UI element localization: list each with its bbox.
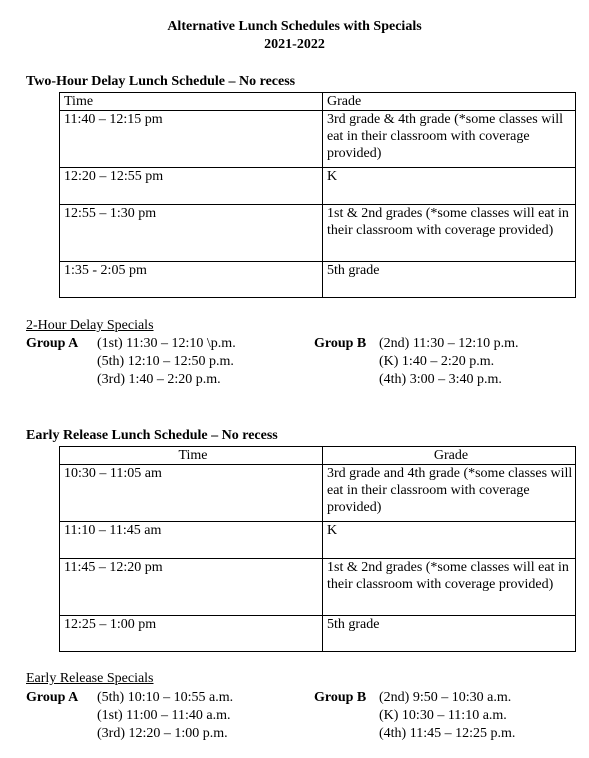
school-year: 2021-2022 [264, 37, 325, 52]
early-group-a-line: (1st) 11:00 – 11:40 a.m. [97, 708, 231, 723]
grade-cell: K [323, 522, 576, 559]
table-row [60, 205, 576, 262]
group-a-label: Group A [26, 336, 79, 351]
delay-group-b-line: (2nd) 11:30 – 12:10 p.m. [379, 336, 519, 351]
early-lunch-table [59, 446, 576, 652]
table-row [60, 465, 576, 522]
group-b-label: Group B [314, 690, 367, 705]
grade-cell: 5th grade [323, 616, 576, 652]
early-group-a-line: (3rd) 12:20 – 1:00 p.m. [97, 726, 228, 741]
delay-group-a-line: (1st) 11:30 – 12:10 \p.m. [97, 336, 236, 351]
early-group-a-line: (5th) 10:10 – 10:55 a.m. [97, 690, 234, 705]
grade-cell: 1st & 2nd grades (*some classes will eat in their classroom with coverage provided) [323, 205, 576, 262]
time-cell: 11:40 – 12:15 pm [60, 111, 323, 168]
col-header-grade: Grade [323, 447, 576, 465]
early-group-b-line: (4th) 11:45 – 12:25 p.m. [379, 726, 516, 741]
grade-cell: 3rd grade and 4th grade (*some classes will eat in their classroom with coverage provided) [323, 465, 576, 522]
group-b-label: Group B [314, 336, 367, 351]
time-cell: 12:55 – 1:30 pm [60, 205, 323, 262]
delay-group-b-line: (K) 1:40 – 2:20 p.m. [379, 354, 495, 369]
group-a-label: Group A [26, 690, 79, 705]
delay-group-b-label [314, 335, 366, 353]
table-row [60, 616, 576, 652]
time-cell: 11:45 – 12:20 pm [60, 559, 323, 616]
delay-group-a-line: (5th) 12:10 – 12:50 p.m. [97, 354, 234, 369]
early-group-b-label [314, 689, 366, 707]
early-specials-heading: Early Release Specials [26, 671, 154, 686]
table-row [60, 559, 576, 616]
grade-cell: 1st & 2nd grades (*some classes will eat in their classroom with coverage provided) [323, 559, 576, 616]
delay-lunch-table [59, 92, 576, 298]
early-group-b-line: (2nd) 9:50 – 10:30 a.m. [379, 690, 512, 705]
table-row [60, 168, 576, 205]
col-header-time: Time [60, 447, 323, 465]
time-cell: 12:20 – 12:55 pm [60, 168, 323, 205]
delay-group-a-line: (3rd) 1:40 – 2:20 p.m. [97, 372, 221, 387]
table-header-row [60, 447, 576, 465]
document-title: Alternative Lunch Schedules with Specials [167, 19, 422, 34]
col-header-grade: Grade [323, 93, 576, 111]
early-lunch-heading: Early Release Lunch Schedule – No recess [26, 428, 278, 443]
grade-cell [323, 111, 576, 168]
table-row [60, 522, 576, 559]
grade-cell: K [323, 168, 576, 205]
early-group-a-label [26, 689, 78, 707]
time-cell: 1:35 - 2:05 pm [60, 262, 323, 298]
time-cell: 12:25 – 1:00 pm [60, 616, 323, 652]
col-header-time: Time [60, 93, 323, 111]
early-group-b-line: (K) 10:30 – 11:10 a.m. [379, 708, 507, 723]
delay-group-a-label [26, 335, 78, 353]
time-cell: 10:30 – 11:05 am [60, 465, 323, 522]
table-header-row [60, 93, 576, 111]
delay-group-b-line: (4th) 3:00 – 3:40 p.m. [379, 372, 502, 387]
table-row [60, 111, 576, 168]
grade-text: 3rd grade & 4th grade (*some classes will eat in their classroom with coverage provided) [327, 112, 563, 161]
delay-lunch-heading: Two-Hour Delay Lunch Schedule – No recess [26, 74, 296, 89]
table-row [60, 262, 576, 298]
time-cell: 11:10 – 11:45 am [60, 522, 323, 559]
delay-specials-heading: 2-Hour Delay Specials [26, 318, 154, 333]
grade-cell: 5th grade [323, 262, 576, 298]
